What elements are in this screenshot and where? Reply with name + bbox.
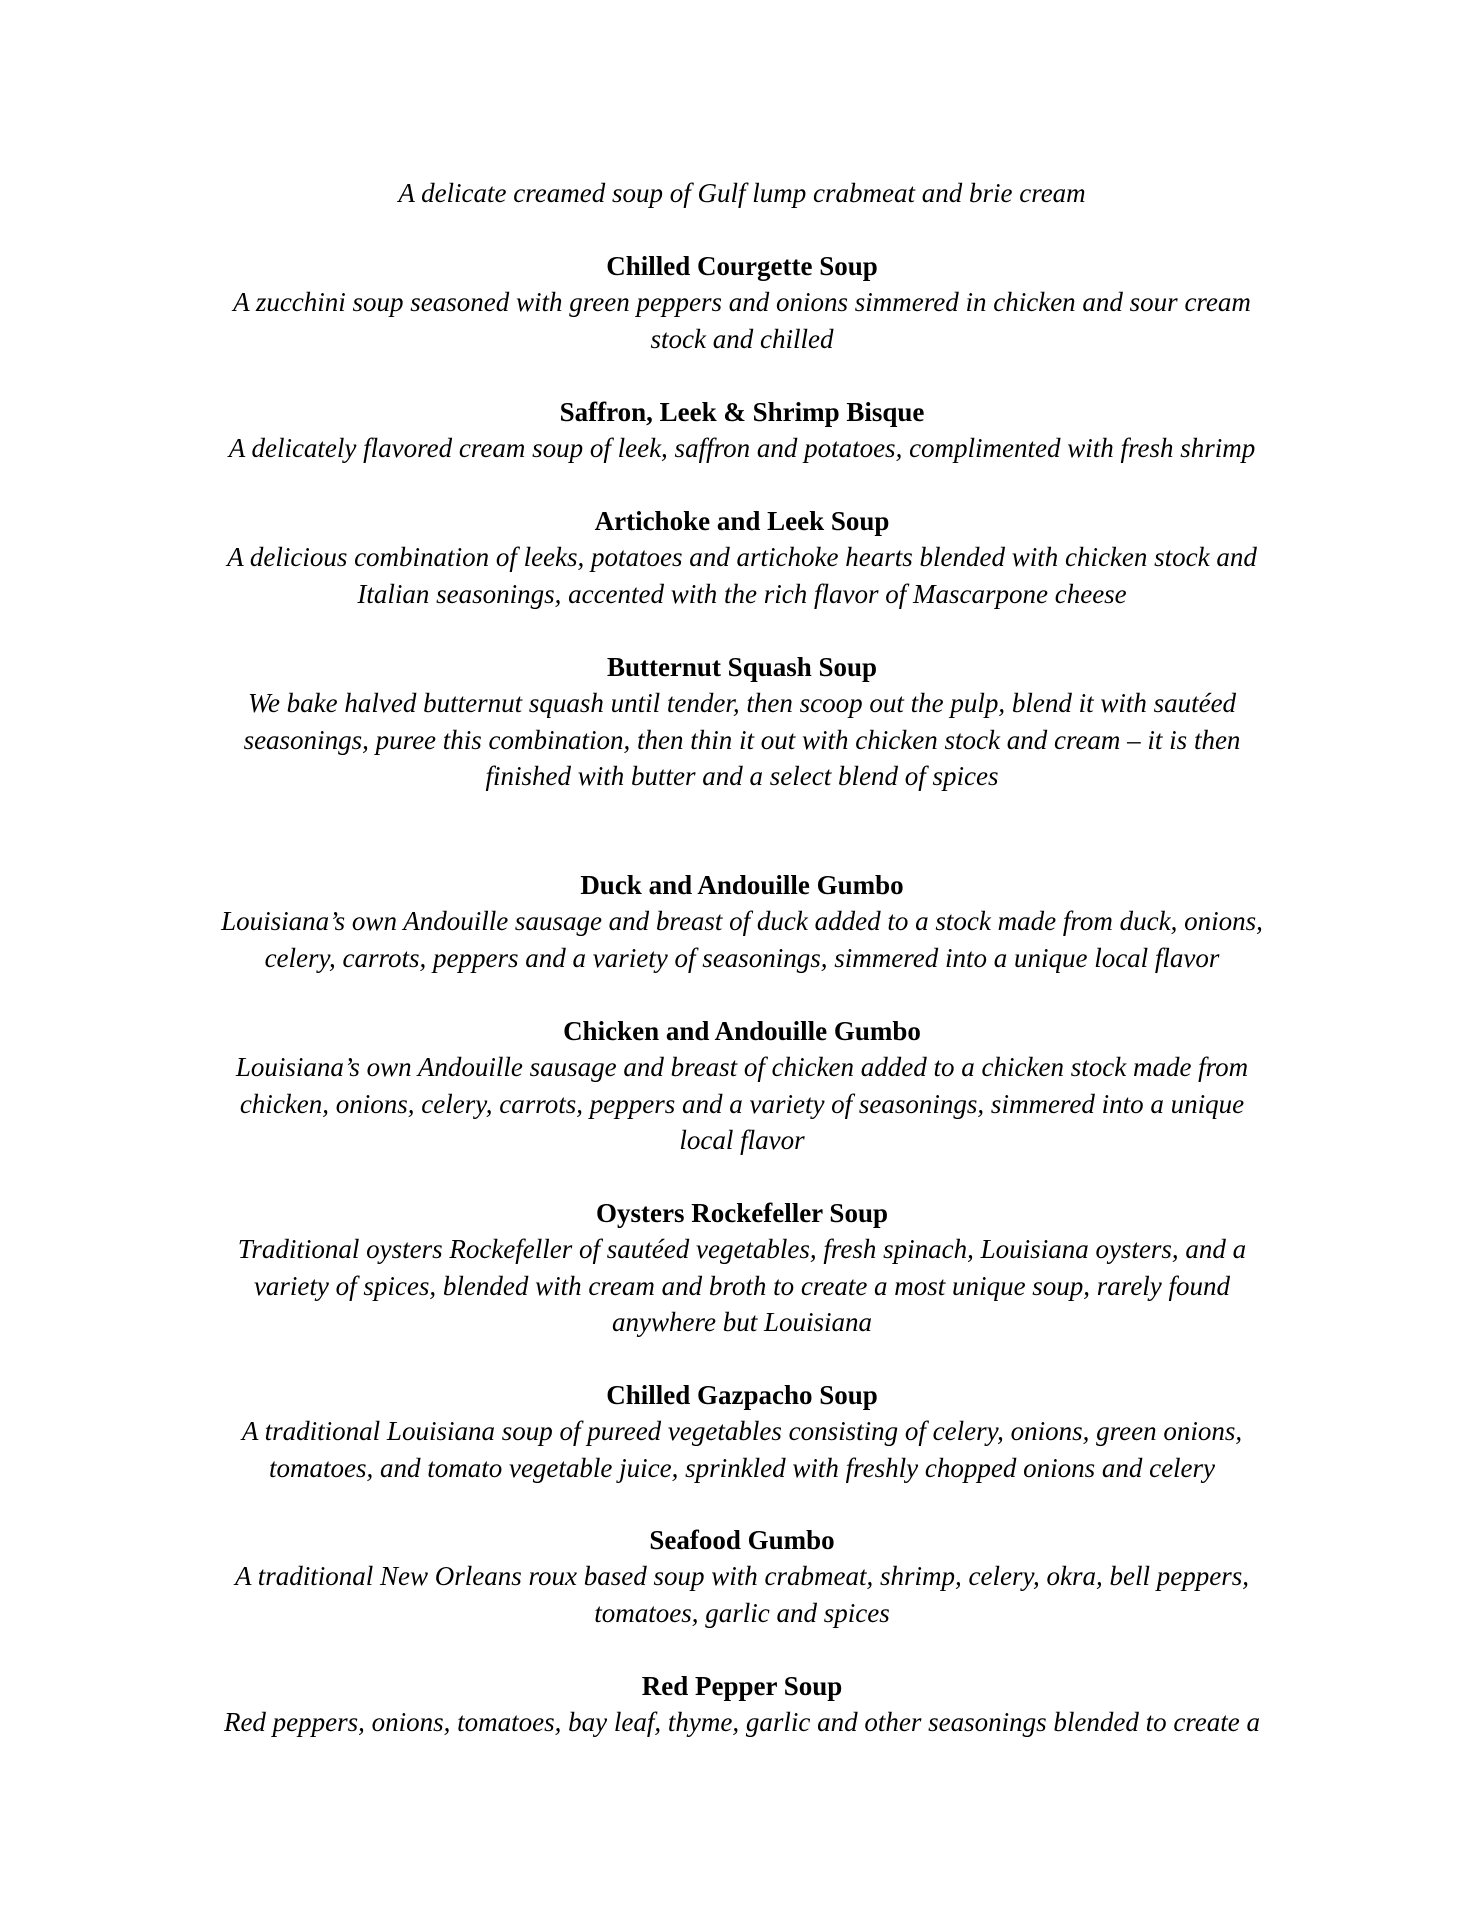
soup-title: Duck and Andouille Gumbo	[580, 870, 904, 900]
description-line: anywhere but Louisiana	[612, 1307, 872, 1337]
soup-title: Seafood Gumbo	[649, 1525, 835, 1555]
soup-description	[150, 1231, 1334, 1341]
description-line: A traditional Louisiana soup of pureed vegetables consisting of celery, onions, green onions,	[241, 1416, 1243, 1446]
description-line: tomatoes, and tomato vegetable juice, sprinkled with freshly chopped onions and celery	[268, 1452, 1216, 1483]
description-line: We bake halved butternut squash until tender, then scoop out the pulp, blend it with sautéed	[247, 688, 1237, 718]
description-line: celery, carrots, peppers and a variety of seasonings, simmered into a unique local flavor	[264, 942, 1220, 973]
description-line: A delicately flavored cream soup of leek, saffron and potatoes, complimented with fresh shrimp	[228, 433, 1256, 463]
description-line: seasonings, puree this combination, then thin it out with chicken stock and cream – it is then	[243, 724, 1241, 755]
description-line: Traditional oysters Rockefeller of sautéed vegetables, fresh spinach, Louisiana oysters, and a	[237, 1234, 1247, 1264]
description-line: Italian seasonings, accented with the rich flavor of Mascarpone cheese	[357, 578, 1127, 609]
soup-description	[150, 1049, 1334, 1159]
description-line: Louisiana’s own Andouille sausage and breast of chicken added to a chicken stock made from	[235, 1052, 1249, 1082]
soup-title: Chilled Courgette Soup	[606, 251, 878, 281]
description-line: A traditional New Orleans roux based soup with crabmeat, shrimp, celery, okra, bell peppers,	[235, 1561, 1249, 1591]
soup-description	[150, 539, 1334, 612]
soup-description	[150, 1413, 1334, 1486]
description-line: chicken, onions, celery, carrots, peppers and a variety of seasonings, simmered into a unique	[239, 1088, 1245, 1119]
soup-description	[150, 1558, 1334, 1631]
soup-description	[150, 1704, 1334, 1741]
description-line: A delicate creamed soup of Gulf lump crabmeat and brie cream	[398, 178, 1086, 208]
description-line: A zucchini soup seasoned with green peppers and onions simmered in chicken and sour cream	[233, 287, 1251, 317]
soup-description	[150, 903, 1334, 976]
soup-title: Red Pepper Soup	[641, 1671, 843, 1701]
soup-title: Oysters Rockefeller Soup	[596, 1198, 888, 1228]
description-line: Louisiana’s own Andouille sausage and breast of duck added to a stock made from duck, onions,	[221, 906, 1263, 936]
soup-description	[150, 430, 1334, 467]
soup-description	[150, 685, 1334, 795]
description-line: A delicious combination of leeks, potatoes and artichoke hearts blended with chicken stock and	[227, 542, 1257, 572]
soup-title: Butternut Squash Soup	[606, 652, 878, 682]
soup-description	[150, 284, 1334, 357]
description-line: stock and chilled	[650, 323, 834, 354]
description-line: finished with butter and a select blend of spices	[485, 761, 999, 791]
soup-title: Chilled Gazpacho Soup	[606, 1380, 878, 1410]
intro-description	[150, 175, 1334, 212]
description-line: variety of spices, blended with cream and broth to create a most unique soup, rarely found	[253, 1270, 1231, 1301]
description-line: local flavor	[679, 1125, 805, 1155]
soup-title: Saffron, Leek & Shrimp Bisque	[559, 397, 925, 427]
description-line: tomatoes, garlic and spices	[594, 1597, 890, 1628]
soup-title: Artichoke and Leek Soup	[594, 506, 890, 536]
description-line: Red peppers, onions, tomatoes, bay leaf, thyme, garlic and other seasonings blended to create a	[223, 1707, 1261, 1737]
soup-title: Chicken and Andouille Gumbo	[563, 1016, 921, 1046]
